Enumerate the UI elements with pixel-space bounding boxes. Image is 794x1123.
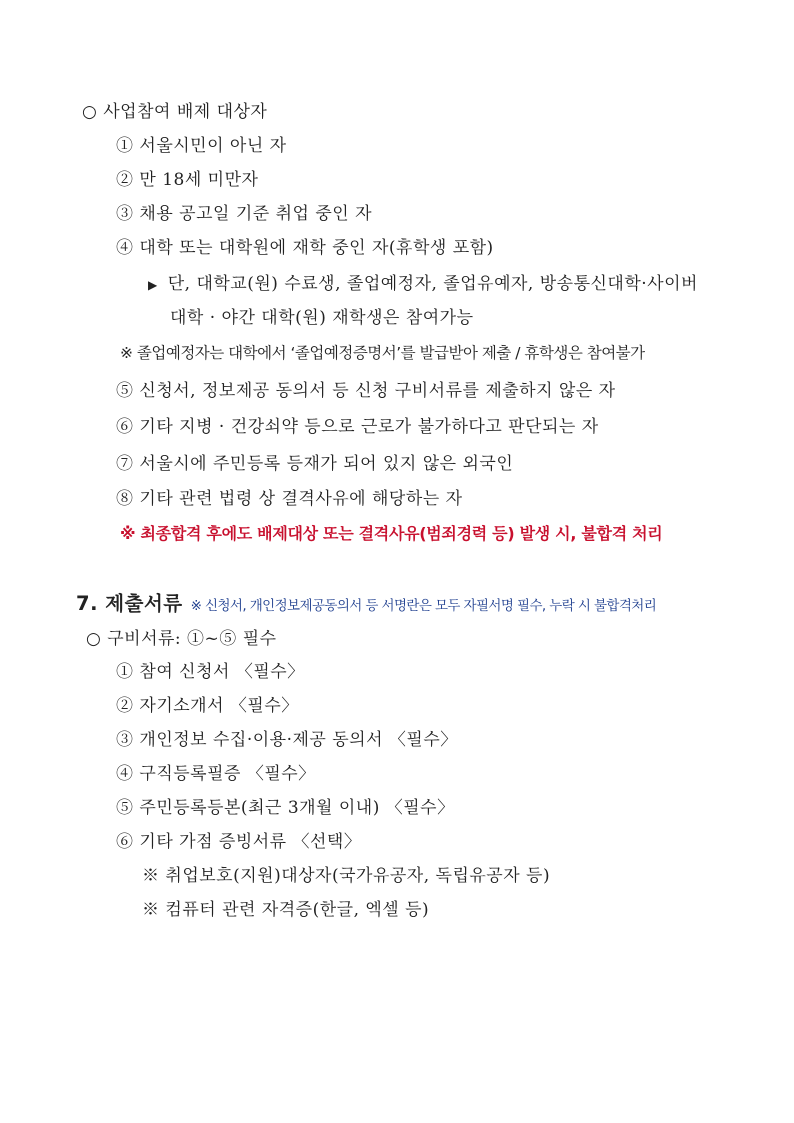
section-7-heading: 7. 제출서류 [76, 592, 183, 615]
section-7-heading-line [76, 588, 656, 616]
exclusion-item-4: ④ 대학 또는 대학원에 재학 중인 자(휴학생 포함) [116, 238, 494, 258]
exclusion-sub-line-2: 대학 · 야간 대학(원) 재학생은 참여가능 [170, 308, 474, 328]
doc-note-2: ※ 컴퓨터 관련 자격증(한글, 엑셀 등) [142, 900, 430, 920]
disqualification-warning: ※ 최종합격 후에도 배제대상 또는 결격사유(범죄경력 등) 발생 시, 불합격 처리 [120, 524, 663, 543]
required-docs-title: ○ 구비서류: ①~⑤ 필수 [86, 629, 277, 649]
doc-note-1: ※ 취업보호(지원)대상자(국가유공자, 독립유공자 등) [142, 866, 551, 886]
exclusion-item-2: ② 만 18세 미만자 [116, 170, 259, 190]
exclusion-item-5: ⑤ 신청서, 정보제공 동의서 등 신청 구비서류를 제출하지 않은 자 [116, 381, 616, 401]
doc-item-1: ① 참여 신청서 〈필수〉 [116, 662, 305, 682]
exclusion-item-1: ① 서울시민이 아닌 자 [116, 136, 287, 156]
exclusion-item-6: ⑥ 기타 지병 · 건강쇠약 등으로 근로가 불가하다고 판단되는 자 [116, 417, 599, 437]
exclusion-note: ※ 졸업예정자는 대학에서 ‘졸업예정증명서’를 발급받아 제출 / 휴학생은 참여불가 [120, 344, 645, 362]
doc-item-3: ③ 개인정보 수집·이용·제공 동의서 〈필수〉 [116, 730, 458, 750]
doc-item-6: ⑥ 기타 가점 증빙서류 〈선택〉 [116, 832, 362, 852]
doc-item-2: ② 자기소개서 〈필수〉 [116, 696, 299, 716]
exclusion-item-7: ⑦ 서울시에 주민등록 등재가 되어 있지 않은 외국인 [116, 454, 514, 474]
exclusion-item-8: ⑧ 기타 관련 법령 상 결격사유에 해당하는 자 [116, 489, 463, 509]
doc-item-4: ④ 구직등록필증 〈필수〉 [116, 764, 316, 784]
doc-item-5: ⑤ 주민등록등본(최근 3개월 이내) 〈필수〉 [116, 798, 455, 818]
exclusion-title: ○ 사업참여 배제 대상자 [82, 102, 268, 122]
section-7-heading-note: ※ 신청서, 개인정보제공동의서 등 서명란은 모두 자필서명 필수, 누락 시 불합격처리 [190, 598, 657, 614]
triangle-bullet-icon: ▶ [148, 278, 158, 292]
exclusion-sub-line-1 [148, 269, 698, 294]
exclusion-item-3: ③ 채용 공고일 기준 취업 중인 자 [116, 204, 372, 224]
exclusion-sub-text-1: 단, 대학교(원) 수료생, 졸업예정자, 졸업유예자, 방송통신대학·사이버 [167, 274, 698, 294]
